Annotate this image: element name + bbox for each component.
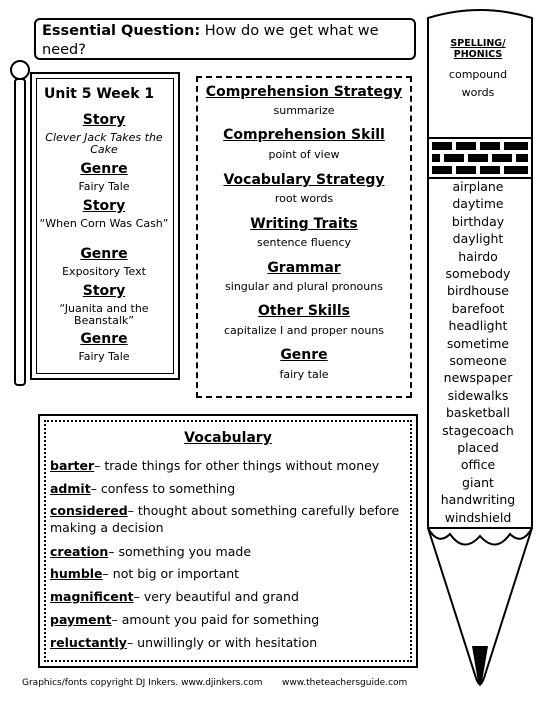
vocab-word: reluctantly (50, 635, 127, 650)
vocab-word: payment (50, 612, 112, 627)
story-heading: Story (82, 112, 126, 128)
story-title: “Juanita and the Beanstalk” (59, 302, 149, 327)
vocab-word: magnificent (50, 589, 134, 604)
comprehension-strategy-heading: Comprehension Strategy (205, 84, 403, 100)
vocab-item (50, 610, 412, 629)
genre-value: Expository Text (62, 265, 146, 278)
comprehension-skill-value: point of view (268, 148, 340, 161)
vocab-definition: – unwillingly or with hesitation (126, 635, 318, 650)
vocabulary-box (38, 414, 418, 668)
spelling-word: sometime (446, 336, 510, 351)
grammar-heading: Grammar (267, 260, 341, 276)
vocab-item (50, 542, 412, 561)
spelling-heading-line1: SPELLING/ (450, 38, 506, 49)
vocab-definition: – trade things for other things without money (94, 458, 380, 473)
vocab-definition: – thought about something carefully before (127, 503, 400, 518)
spelling-word: windshield (444, 510, 512, 525)
spelling-word: stagecoach (442, 423, 514, 438)
story-title: Clever Jack Takes the Cake (45, 131, 163, 156)
unit-week-title: Unit 5 Week 1 (44, 86, 155, 102)
genre-value-center: fairy tale (279, 368, 329, 381)
genre-heading: Genre (80, 161, 128, 177)
vocabulary-title: Vocabulary (184, 430, 272, 446)
writing-traits-heading: Writing Traits (250, 216, 358, 232)
copyright-footer: Graphics/fonts copyright DJ Inkers. www.djinkers.com (22, 678, 263, 688)
vocab-word: admit (50, 481, 91, 496)
vocab-item-continued (50, 518, 412, 537)
spelling-word: someone (449, 353, 507, 368)
spelling-word: barefoot (451, 301, 505, 316)
essential-question-box (34, 18, 416, 60)
other-skills-heading: Other Skills (258, 303, 350, 319)
vocab-item (50, 456, 412, 475)
genre-value: Fairy Tale (78, 350, 130, 363)
website-footer: www.theteachersguide.com (282, 678, 408, 688)
vocabulary-strategy-heading: Vocabulary Strategy (223, 172, 385, 188)
spelling-word: handwriting (440, 492, 516, 507)
spelling-heading (436, 38, 520, 60)
vocab-item (50, 564, 412, 583)
phonics-focus-line1: compound (448, 68, 508, 81)
spelling-word: airplane (452, 179, 504, 194)
story-heading: Story (82, 198, 126, 214)
vocab-word: humble (50, 566, 103, 581)
spelling-word: daylight (452, 231, 504, 246)
other-skills-value: capitalize I and proper nouns (223, 324, 385, 337)
vocab-definition: – confess to something (90, 481, 236, 496)
spelling-word: hairdo (458, 249, 498, 264)
spelling-word: daytime (452, 196, 504, 211)
spelling-word: birdhouse (447, 283, 509, 298)
genre-heading-center: Genre (280, 347, 328, 363)
vocab-word: considered (50, 503, 128, 518)
phonics-focus-line2: words (461, 86, 495, 99)
spelling-word: birthday (451, 214, 505, 229)
spelling-word: giant (462, 475, 494, 490)
story-heading: Story (82, 283, 126, 299)
essential-question-text: How do we get what we need? (42, 23, 379, 58)
comprehension-skill-heading: Comprehension Skill (223, 127, 385, 143)
genre-value: Fairy Tale (78, 180, 130, 193)
story-title: “When Corn Was Cash” (39, 217, 169, 230)
vocabulary-strategy-value: root words (274, 192, 334, 205)
vocab-definition: – very beautiful and grand (133, 589, 299, 604)
vocab-definition: – something you made (108, 544, 252, 559)
flag-pole (14, 78, 26, 386)
vocab-definition: – amount you paid for something (111, 612, 320, 627)
vocab-definition: – not big or important (102, 566, 240, 581)
comprehension-strategy-value: summarize (273, 104, 335, 117)
spelling-word: basketball (445, 405, 511, 420)
spelling-word: placed (457, 440, 499, 455)
grammar-value: singular and plural pronouns (225, 280, 383, 293)
essential-question-label: Essential Question: (42, 23, 201, 39)
vocab-definition: making a decision (50, 520, 164, 535)
vocab-item (50, 479, 412, 498)
genre-heading: Genre (80, 331, 128, 347)
spelling-word: sidewalks (447, 388, 509, 403)
spelling-word: office (460, 457, 496, 472)
vocab-word: barter (50, 458, 95, 473)
spelling-word: headlight (448, 318, 508, 333)
genre-heading: Genre (80, 246, 128, 262)
spelling-heading-line2: PHONICS (453, 49, 503, 60)
vocab-item (50, 587, 412, 606)
spelling-word: somebody (445, 266, 511, 281)
vocab-item (50, 633, 412, 652)
flag-pole-top (10, 60, 30, 80)
writing-traits-value: sentence fluency (256, 236, 352, 249)
vocab-word: creation (50, 544, 109, 559)
spelling-word: newspaper (443, 370, 513, 385)
